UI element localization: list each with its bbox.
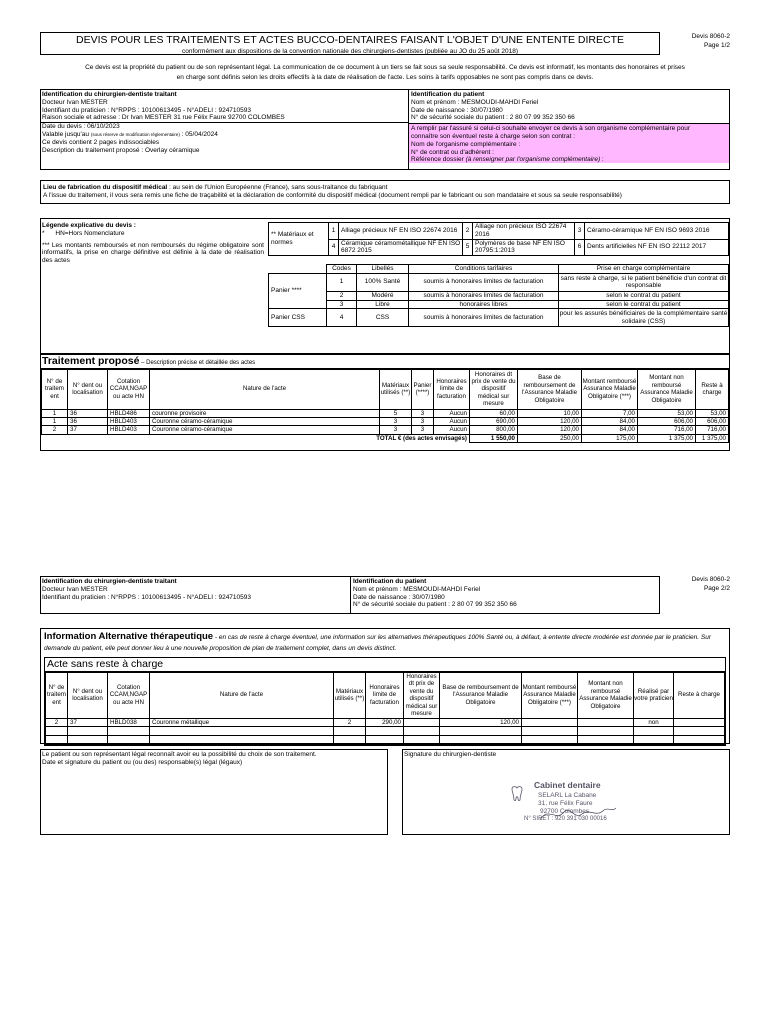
panier-prise: pour les assurés bénéficiaires de la complémentaire santé solidaire (CSS) — [559, 310, 728, 325]
fabrication-line-2: A l'issue du traitement, il vous sera remis une fiche de traçabilité et la déclaration de conformité du dispositif médical (document rempli par le fabricant ou son mandataire et sous sa seule responsabilité) — [43, 191, 622, 199]
col-header: N° dent ou localisation — [68, 369, 108, 409]
panier-libelle: 100% Santé — [357, 273, 409, 291]
col-header: Montant remboursé Assurance Maladie Obligatoire (***) — [522, 672, 578, 718]
stamp-line-3: 92700 Colombes — [540, 808, 590, 815]
stamp-line-4: N° SIRET : 920 391 030 00016 — [524, 816, 607, 822]
panier-code: 2 — [327, 291, 357, 300]
col-header: N° dent ou localisation — [68, 672, 108, 718]
alternative-block — [40, 628, 730, 744]
col-header: Nature de l'acte — [150, 369, 380, 409]
traitement-block — [40, 354, 730, 451]
panier-libelle: CSS — [357, 309, 409, 327]
traitement-description: Description du traitement proposé : Overlay céramique — [42, 146, 200, 154]
p2-praticien-section — [41, 577, 351, 613]
materiau-code: 3 — [575, 223, 585, 240]
materiau-label: Polymères de base NF EN ISO 20795:1:2013 — [473, 239, 575, 256]
legende-title: Légende explicative du devis : — [42, 222, 136, 229]
devis-subtitle: conformément aux dispositions de la convention nationale des chirurgiens-dentistes (publiée au JO du 25 août 2018) — [181, 47, 519, 55]
total-base: 250,00 — [518, 434, 582, 442]
intro-text — [40, 63, 730, 83]
col-header: N° de traitem ent — [42, 369, 68, 409]
paniers-table — [268, 264, 729, 327]
materiaux-table — [268, 222, 729, 256]
complementaire-line-1: A remplir par l'assuré si celui-ci souhaite envoyer ce devis à son organisme complémentaire pour — [411, 125, 691, 133]
paniers-header: Conditions tarifaires — [409, 265, 559, 274]
legende-block — [40, 218, 730, 354]
traitement-subtitle: – Description précise et détaillée des actes — [139, 360, 256, 366]
col-header: Honoraires limite de facturation — [366, 672, 404, 718]
fabrication-block — [40, 180, 730, 204]
traitement-header — [41, 355, 729, 369]
panier-libelle: Libre — [357, 300, 409, 309]
devis-title: DEVIS POUR LES TRAITEMENTS ET ACTES BUCCO-DENTAIRES FAISANT L'OBJET D'UNE ENTENTE DIRECTE — [76, 34, 624, 46]
table-row: 1 36 HBLD403 Couronne céramo-céramique 3 3 Aucun 690,00 120,00 84,00 606,00 606,00 — [42, 418, 729, 426]
materiau-code: 5 — [463, 239, 473, 256]
pages-count: Ce devis contient 2 pages indissociables — [42, 138, 160, 146]
page-number: Page 1/2 — [703, 41, 730, 49]
materiau-label: Dents artificielles NF EN ISO 22112 2017 — [585, 239, 729, 256]
materiaux-label: ** Matériaux et normes — [269, 223, 329, 256]
materiau-code: 6 — [575, 239, 585, 256]
table-row: 1 36 HBLD486 couronne provisoire 5 3 Aucun 60,00 10,00 7,00 53,00 53,00 — [42, 409, 729, 417]
panier-label: Panier **** — [269, 273, 327, 309]
col-header: Matériaux utilisés (**) — [380, 369, 412, 409]
col-header: Montant remboursé Assurance Maladie Obligatoire (***) — [582, 369, 638, 409]
alternative-text — [41, 629, 729, 654]
tooth-icon — [510, 786, 524, 802]
p2-identification-block — [40, 576, 660, 614]
p2-devis-number: Devis 8060-2 — [691, 576, 730, 583]
fabrication-line-1: Lieu de fabrication du dispositif médical : au sein de l'Union Européenne (France), sans sous-traitance du fabriquant — [43, 184, 388, 191]
materiau-label: Alliage précieux NF EN ISO 22674 2016 — [339, 223, 463, 240]
legende-text — [42, 222, 264, 265]
materiau-label: Céramique céramométallique NF EN ISO 6872 2015 — [339, 239, 463, 256]
col-header: Honoraires limite de facturation — [434, 369, 470, 409]
panier-code: 4 — [327, 309, 357, 327]
p2-patient-title: Identification du patient — [353, 578, 427, 585]
panier-prise: selon le contrat du patient — [559, 291, 729, 300]
devis-title-box — [40, 32, 660, 55]
complementaire-line-5: Référence dossier (à renseigner par l'organisme complémentaire) : — [411, 156, 604, 164]
p2-praticien-id: Identifiant du praticien : N°RPPS : 10100613495 - N°ADELI : 924710593 — [42, 593, 251, 601]
cabinet-stamp — [498, 780, 638, 840]
patient-section — [409, 90, 729, 169]
p2-praticien-title: Identification du chirurgien-dentiste traitant — [42, 578, 177, 585]
total-row — [42, 434, 729, 442]
stamp-line-1: SELARL La Cabane — [538, 792, 597, 799]
col-header: Nature de l'acte — [150, 672, 334, 718]
devis-number: Devis 8060-2 — [691, 33, 730, 40]
p2-patient-birthdate: Date de naissance : 30/07/1980 — [353, 593, 445, 601]
materiau-code: 2 — [463, 223, 473, 240]
acte-table — [45, 672, 725, 745]
signature-dentiste-label: Signature du chirurgien-dentiste — [404, 751, 497, 758]
col-header: Cotation CCAM,NGAP ou acte HN — [108, 369, 150, 409]
date-devis: Date du devis : 06/10/2023 — [42, 123, 120, 131]
traitement-table — [41, 369, 729, 444]
devis-ref-p1 — [660, 33, 730, 51]
praticien-id: Identifiant du praticien : N°RPPS : 10100613495 - N°ADELI : 924710593 — [42, 106, 251, 114]
materiau-code: 1 — [329, 223, 339, 240]
col-header: Panier (****) — [412, 369, 434, 409]
praticien-section — [41, 90, 409, 169]
total-honoraires: 1 550,00 — [470, 434, 518, 442]
panier-prise: sans reste à charge, si le patient bénéficie d'un contrat dit responsable — [559, 273, 729, 291]
panier-conditions: soumis à honoraires limites de facturation — [409, 309, 559, 327]
col-header: Base de remboursement de l'Assurance Maladie Obligatoire — [440, 672, 522, 718]
alternative-title: Information Alternative thérapeutique — [44, 631, 214, 642]
valable-line: Valable jusqu'au (sous réserve de modification réglementaire) : 05/04/2024 — [42, 130, 218, 138]
total-rembourse: 175,00 — [582, 434, 638, 442]
signature-patient-line-2: Date et signature du patient ou (ou des) responsable(s) légal (légaux) — [42, 758, 243, 766]
traitement-title: Traitement proposé — [42, 355, 140, 367]
panier-conditions: soumis à honoraires limites de facturation — [409, 291, 559, 300]
col-header: Cotation CCAM,NGAP ou acte HN — [108, 672, 150, 718]
intro-line-2: en charge sont définis selon les droits effectifs à la date de réalisation de l'acte. Les soins à tarifs opposables ne sont pas compris dans ce devis. — [176, 73, 594, 81]
panier-libelle: Modéré — [357, 291, 409, 300]
paniers-header: Codes — [327, 265, 357, 274]
col-header: Matériaux utilisés (**) — [334, 672, 366, 718]
total-label: TOTAL € (des actes envisagés) — [42, 434, 470, 442]
paniers-header: Prise en charge complémentaire — [559, 265, 729, 274]
col-header: Réalisé par votre praticien — [634, 672, 674, 718]
praticien-name: Docteur Ivan MESTER — [42, 98, 108, 106]
panier-prise: selon le contrat du patient — [559, 300, 729, 309]
patient-secu: N° de sécurité sociale du patient : 2 80 07 99 352 350 66 — [411, 114, 575, 122]
panier-code: 1 — [327, 273, 357, 291]
signature-patient-line-1: Le patient ou son représentant légal reconnaît avoir eu la possibilité du choix de son traitement. — [42, 751, 317, 758]
alternative-description: - en cas de reste à charge éventuel, une information sur les alternatives thérapeutiques 100% Santé ou, à défaut, à entente directe modérée est donnée par le praticien. Sur demande du patient, elle peut donner lieu à une nouvelle proposition de plan de traitement complet, dans un devis distinct. — [44, 634, 712, 652]
acte-block — [44, 657, 726, 746]
stamp-line-2: 31, rue Félix Faure — [538, 800, 593, 807]
p2-page-number: Page 2/2 — [703, 584, 730, 592]
panier-conditions: soumis à honoraires limites de facturation — [409, 273, 559, 291]
patient-name: Nom et prénom : MESMOUDI-MAHDI Feriel — [411, 98, 539, 106]
patient-title: Identification du patient — [411, 91, 485, 98]
legende-hn: * HN=Hors Nomenclature — [42, 229, 125, 237]
panier-css-label: Panier CSS — [269, 309, 327, 327]
signature-patient-block — [40, 749, 388, 835]
panier-code: 3 — [327, 300, 357, 309]
materiau-label: Céramo-céramique NF EN ISO 9693 2016 — [585, 223, 729, 240]
col-header: Honoraires dt prix de vente du dispositif médical sur mesure — [404, 672, 440, 718]
signature-scribble — [538, 802, 618, 826]
devis-ref-p2 — [660, 576, 730, 594]
paniers-header: Libellés — [357, 265, 409, 274]
p2-patient-section — [351, 577, 659, 613]
col-header: Honoraires dt prix de vente du dispositif médical sur mesure — [471, 370, 516, 408]
col-header: Reste à charge — [696, 369, 729, 409]
p2-praticien-name: Docteur Ivan MESTER — [42, 585, 108, 593]
col-header: Montant non remboursé Assurance Maladie Obligatoire — [578, 672, 634, 718]
materiau-label: Alliage non précieux ISO 22674 2016 — [473, 223, 575, 240]
praticien-address: Raison sociale et adresse : Dr Ivan MESTER 31 rue Félix Faure 92700 COLOMBES — [42, 114, 285, 122]
complementaire-line-4: N° de contrat ou d'adhérent : — [411, 148, 494, 156]
complementaire-line-2: connaître son éventuel reste à charge selon son contrat : — [411, 132, 576, 140]
col-header: N° de traitem ent — [46, 672, 68, 718]
materiau-code: 4 — [329, 239, 339, 256]
p2-patient-secu: N° de sécurité sociale du patient : 2 80 07 99 352 350 66 — [353, 601, 517, 609]
col-header: Base de remboursement de l'Assurance Maladie Obligatoire — [518, 369, 582, 409]
total-non-rembourse: 1 375,00 — [638, 434, 696, 442]
panier-conditions: honoraires libres — [409, 300, 559, 309]
identification-block — [40, 89, 730, 170]
complementaire-section — [409, 123, 729, 163]
p2-patient-name: Nom et prénom : MESMOUDI-MAHDI Feriel — [353, 585, 481, 593]
stamp-title: Cabinet dentaire — [534, 780, 601, 790]
total-reste: 1 375,00 — [696, 434, 729, 442]
intro-line-1: Ce devis est la propriété du patient ou de son représentant légal. La communication de ce document à un tiers se fait sous sa seule responsabilité. Ce devis est informatif, les montants des honoraires et prises — [85, 64, 685, 71]
table-row: 2 37 HBLD038 Couronne métallique 2 290,00 120,00 non — [46, 718, 725, 726]
acte-title: Acte sans reste à charge — [45, 658, 725, 672]
complementaire-line-3: Nom de l'organisme complémentaire : — [411, 140, 521, 148]
col-header: Reste à charge — [674, 672, 725, 718]
patient-birthdate: Date de naissance : 30/07/1980 — [411, 106, 503, 114]
praticien-title: Identification du chirurgien-dentiste traitant — [42, 91, 177, 98]
table-row: 2 37 HBLD403 Couronne céramo-céramique 3 3 Aucun 800,00 120,00 84,00 716,00 716,00 — [42, 426, 729, 434]
col-header: Montant non remboursé Assurance Maladie Obligatoire — [638, 369, 696, 409]
legende-note: *** Les montants remboursés et non remboursés du régime obligatoire sont informatifs, la prise en charge définitive est définie à la date de réalisation des actes — [42, 241, 264, 265]
